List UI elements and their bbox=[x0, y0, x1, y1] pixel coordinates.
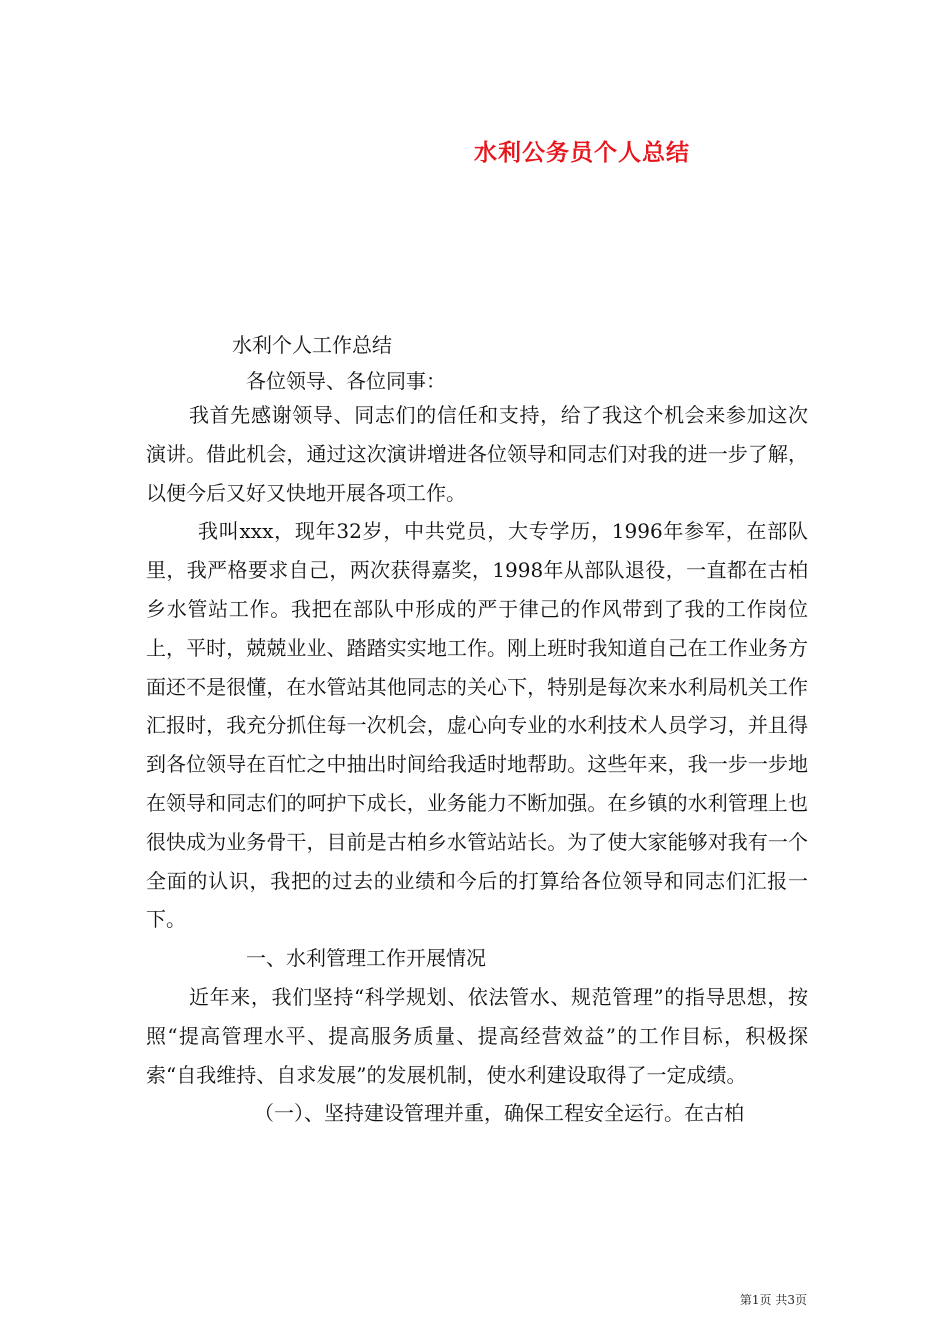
section-heading-1: 一、水利管理工作开展情况 bbox=[246, 946, 486, 971]
greeting-line: 各位领导、各位同事： bbox=[246, 369, 446, 393]
subsection-heading-1: （一）、坚持建设管理并重，确保工程安全运行。在古柏 bbox=[254, 1101, 744, 1126]
page-number: 第1页 共3页 bbox=[739, 1293, 807, 1307]
paragraph-introduction: 我叫xxx，现年32岁，中共党员，大专学历，1996年参军，在部队里，我严格要求自己，两次获得嘉奖，1998年从部队退役，一直都在古柏乡水管站工作。我把在部队中形成的严于律己的作风带到了我的工作岗位上，平时，兢兢业业、踏踏实实地工作。刚上班时我知道自己在工作业务方面还不是很懂，在水管站其他同志的关心下，特别是每次来水利局机关工作汇报时，我充分抓住每一次机会，虚心向专业的水利技术人员学习，并且得到各位领导在百忙之中抽出时间给我适时地帮助。这些年来，我一步一步地在领导和同志们的呵护下成长，业务能力不断加强。在乡镇的水利管理上也很快成为业务骨干，目前是古柏乡水管站站长。为了使大家能够对我有一个全面的认识，我把的过去的业绩和今后的打算给各位领导和同志们汇报一下。 bbox=[146, 519, 808, 932]
paragraph-overview: 近年来，我们坚持“科学规划、依法管水、规范管理”的指导思想，按照“提高管理水平、提高服务质量、提高经营效益”的工作目标，积极探索“自我维持、自求发展”的发展机制，使水利建设取得了一定成绩。 bbox=[146, 984, 808, 1087]
paragraph-thanks: 我首先感谢领导、同志们的信任和支持，给了我这个机会来参加这次演讲。借此机会，通过这次演讲增进各位领导和同志们对我的进一步了解，以便今后又好又快地开展各项工作。 bbox=[146, 403, 808, 505]
document-body bbox=[146, 396, 808, 1133]
document-subtitle: 水利个人工作总结 bbox=[232, 333, 392, 357]
document-title: 水利公务员个人总结 bbox=[474, 139, 690, 166]
